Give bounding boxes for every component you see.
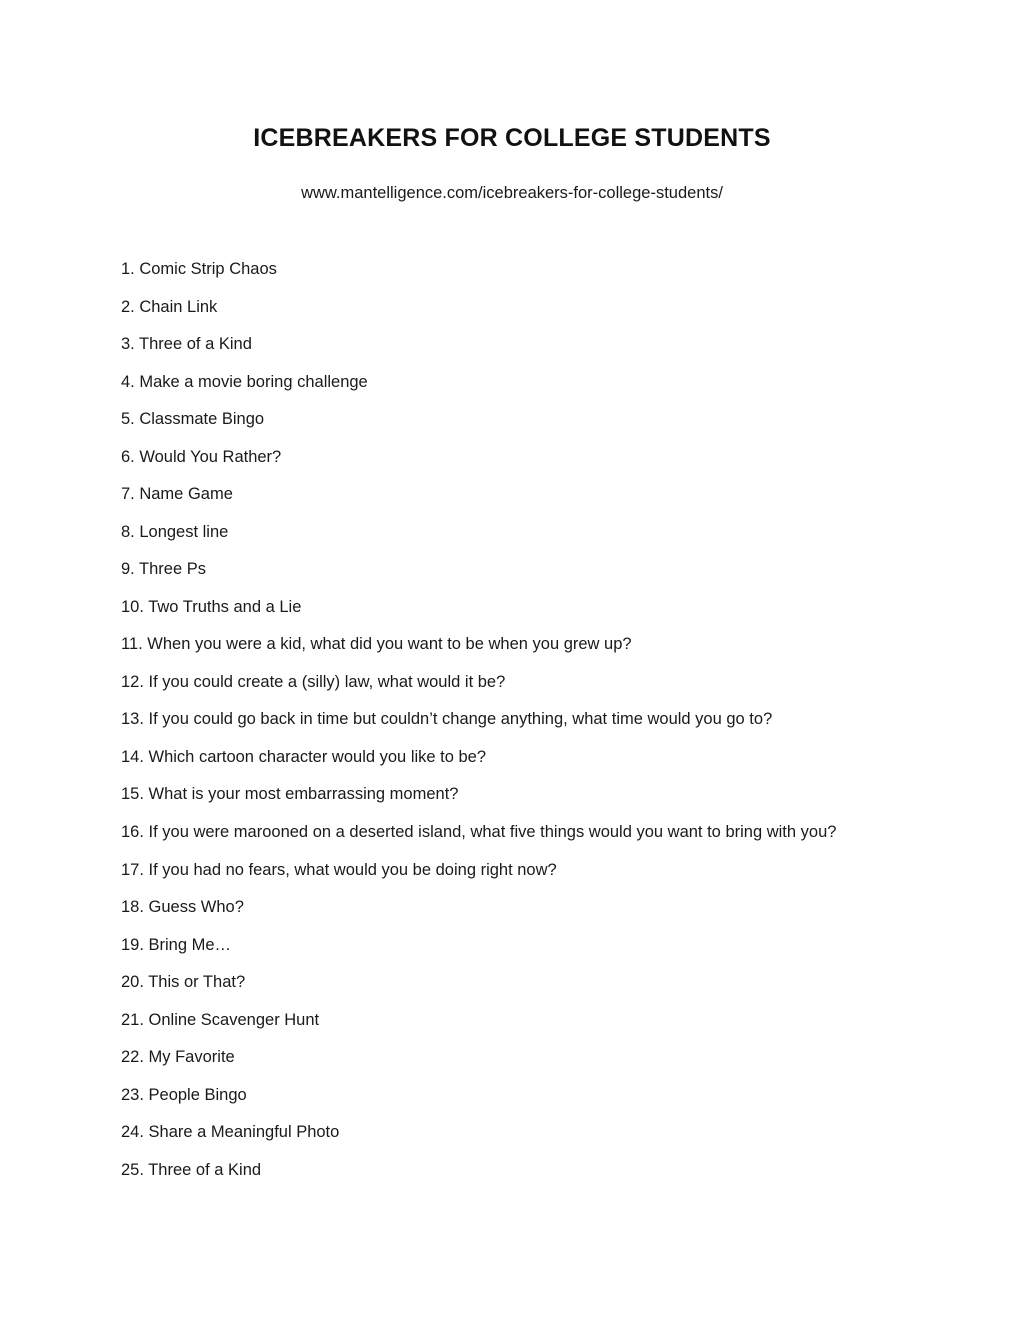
list-item: 20. This or That? [121,973,246,992]
list-item: 12. If you could create a (silly) law, what would it be? [121,672,506,691]
list-item: 3. Three of a Kind [121,335,252,354]
page-title: ICEBREAKERS FOR COLLEGE STUDENTS [253,124,771,152]
list-item: 13. If you could go back in time but couldn’t change anything, what time would you go to? [121,710,773,729]
source-url: www.mantelligence.com/icebreakers-for-college-students/ [301,184,723,202]
list-item: 24. Share a Meaningful Photo [121,1123,340,1142]
list-item: 5. Classmate Bingo [121,410,265,429]
list-item: 21. Online Scavenger Hunt [121,1010,320,1029]
icebreaker-list [121,259,836,1197]
list-item: 9. Three Ps [121,560,206,579]
list-item: 4. Make a movie boring challenge [121,372,368,391]
list-item: 17. If you had no fears, what would you be doing right now? [121,860,557,879]
list-item: 16. If you were marooned on a deserted island, what five things would you want to bring with you? [121,822,837,841]
list-item: 7. Name Game [121,485,233,504]
list-item: 6. Would You Rather? [121,447,282,466]
list-item: 22. My Favorite [121,1048,235,1067]
list-item: 14. Which cartoon character would you like to be? [121,747,487,766]
list-item: 1. Comic Strip Chaos [121,260,277,278]
list-item: 11. When you were a kid, what did you want to be when you grew up? [121,635,632,654]
list-item: 8. Longest line [121,522,229,541]
list-item: 25. Three of a Kind [121,1160,262,1179]
list-item: 23. People Bingo [121,1085,247,1104]
list-item: 19. Bring Me… [121,935,232,954]
list-item: 15. What is your most embarrassing moment? [121,785,459,804]
list-item: 10. Two Truths and a Lie [121,597,302,616]
list-item: 2. Chain Link [121,297,218,316]
list-item: 18. Guess Who? [121,898,244,917]
